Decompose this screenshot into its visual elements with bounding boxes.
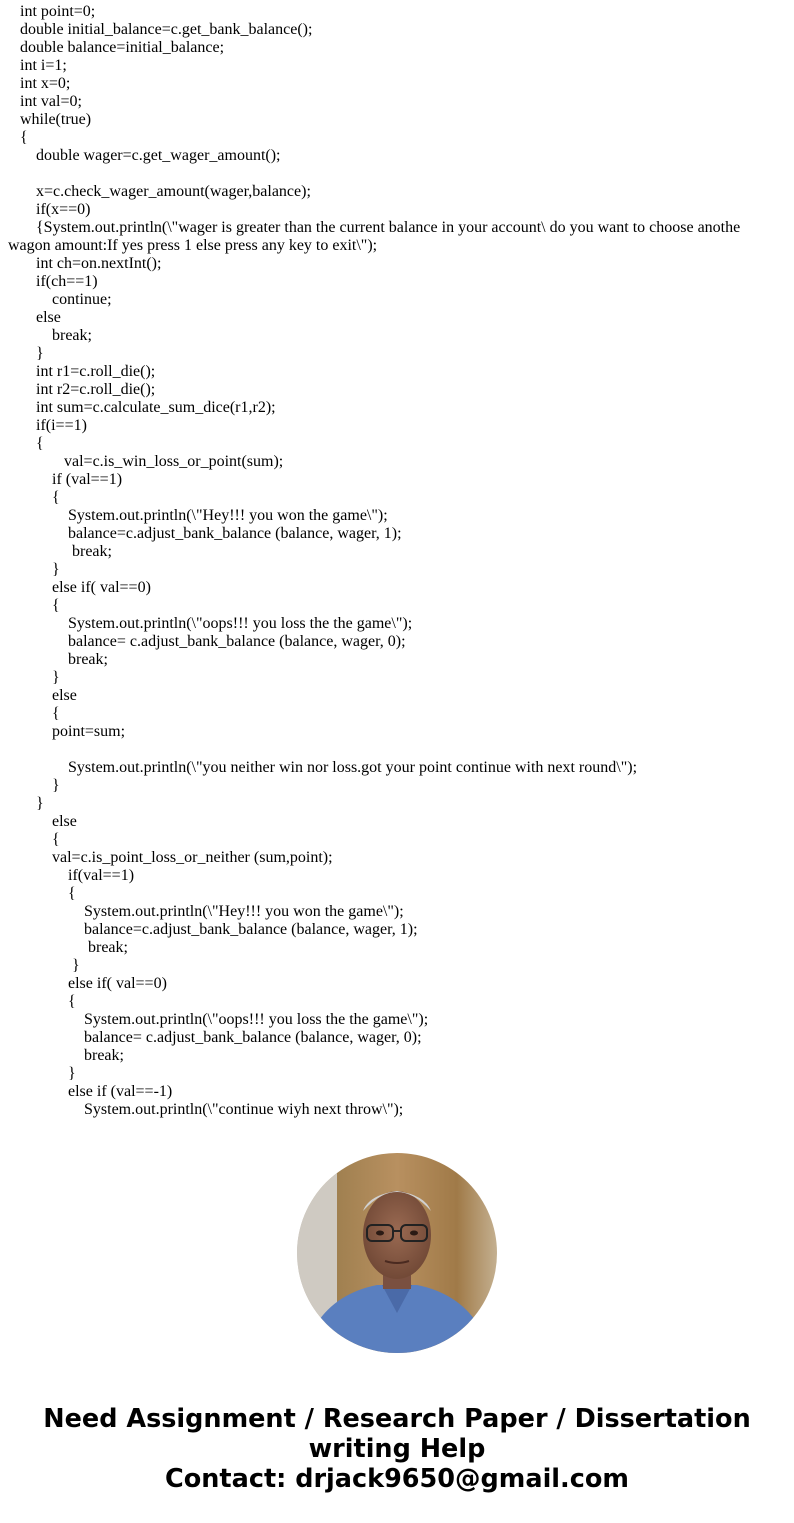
code-line: double balance=initial_balance; bbox=[20, 39, 225, 56]
code-line: wagon amount:If yes press 1 else press any key to exit\"); bbox=[8, 237, 378, 254]
code-line: {System.out.println(\"wager is greater than the current balance in your account\ do you want to choose anothe bbox=[36, 219, 741, 236]
code-line: else if (val==-1) bbox=[68, 1083, 173, 1100]
code-line: break; bbox=[88, 939, 128, 956]
code-line: if(i==1) bbox=[36, 417, 87, 434]
code-line: double initial_balance=c.get_bank_balance(); bbox=[20, 21, 313, 38]
promo-contact: Contact: drjack9650@gmail.com bbox=[165, 1464, 629, 1494]
code-line: int x=0; bbox=[20, 75, 71, 92]
code-line: int r2=c.roll_die(); bbox=[36, 381, 156, 398]
code-line: double wager=c.get_wager_amount(); bbox=[36, 147, 281, 164]
code-line: System.out.println(\"Hey!!! you won the game\"); bbox=[68, 507, 388, 524]
code-line: { bbox=[68, 885, 76, 902]
code-line: break; bbox=[52, 327, 92, 344]
author-avatar bbox=[297, 1153, 497, 1353]
code-line: val=c.is_point_loss_or_neither (sum,point); bbox=[52, 849, 333, 866]
code-line: int sum=c.calculate_sum_dice(r1,r2); bbox=[36, 399, 276, 416]
code-line: } bbox=[52, 561, 60, 578]
code-line: int ch=on.nextInt(); bbox=[36, 255, 162, 272]
code-line: { bbox=[52, 705, 60, 722]
code-line: { bbox=[52, 831, 60, 848]
code-line: else bbox=[36, 309, 61, 326]
code-line: else bbox=[52, 687, 77, 704]
code-line: int i=1; bbox=[20, 57, 67, 74]
code-line: System.out.println(\"continue wiyh next throw\"); bbox=[84, 1101, 404, 1118]
code-line: } bbox=[72, 957, 80, 974]
code-line: break; bbox=[72, 543, 112, 560]
code-line: if(val==1) bbox=[68, 867, 135, 884]
code-line: balance=c.adjust_bank_balance (balance, wager, 1); bbox=[84, 921, 418, 938]
portrait-image bbox=[297, 1153, 497, 1353]
code-line: if (val==1) bbox=[52, 471, 123, 488]
code-line: int point=0; bbox=[20, 3, 96, 20]
code-line: break; bbox=[68, 651, 108, 668]
code-line: } bbox=[36, 795, 44, 812]
code-line: { bbox=[52, 597, 60, 614]
code-line: else if( val==0) bbox=[68, 975, 167, 992]
code-line: } bbox=[52, 669, 60, 686]
code-line: { bbox=[68, 993, 76, 1010]
code-line: } bbox=[68, 1065, 76, 1082]
code-line: balance= c.adjust_bank_balance (balance, wager, 0); bbox=[84, 1029, 422, 1046]
code-line: System.out.println(\"oops!!! you loss the the game\"); bbox=[84, 1011, 429, 1028]
code-line: x=c.check_wager_amount(wager,balance); bbox=[36, 183, 311, 200]
code-line: break; bbox=[84, 1047, 124, 1064]
code-line: System.out.println(\"oops!!! you loss the the game\"); bbox=[68, 615, 413, 632]
code-line: val=c.is_win_loss_or_point(sum); bbox=[64, 453, 284, 470]
code-line: else if( val==0) bbox=[52, 579, 151, 596]
code-line: else bbox=[52, 813, 77, 830]
code-line: point=sum; bbox=[52, 723, 126, 740]
code-line: balance= c.adjust_bank_balance (balance, wager, 0); bbox=[68, 633, 406, 650]
code-line: balance=c.adjust_bank_balance (balance, wager, 1); bbox=[68, 525, 402, 542]
code-line: if(ch==1) bbox=[36, 273, 98, 290]
code-line: { bbox=[36, 435, 44, 452]
code-line: while(true) bbox=[20, 111, 92, 128]
code-line: System.out.println(\"Hey!!! you won the game\"); bbox=[84, 903, 404, 920]
promo-line-1: Need Assignment / Research Paper / Dissertation bbox=[43, 1404, 751, 1434]
code-line: continue; bbox=[52, 291, 112, 308]
code-line: } bbox=[36, 345, 44, 362]
code-line: int val=0; bbox=[20, 93, 82, 110]
promo-line-2: writing Help bbox=[308, 1434, 486, 1464]
code-line: { bbox=[20, 129, 28, 146]
code-line: System.out.println(\"you neither win nor loss.got your point continue with next round\"); bbox=[68, 759, 638, 776]
code-line: { bbox=[52, 489, 60, 506]
code-line: } bbox=[52, 777, 60, 794]
code-line: if(x==0) bbox=[36, 201, 91, 218]
code-line: int r1=c.roll_die(); bbox=[36, 363, 156, 380]
